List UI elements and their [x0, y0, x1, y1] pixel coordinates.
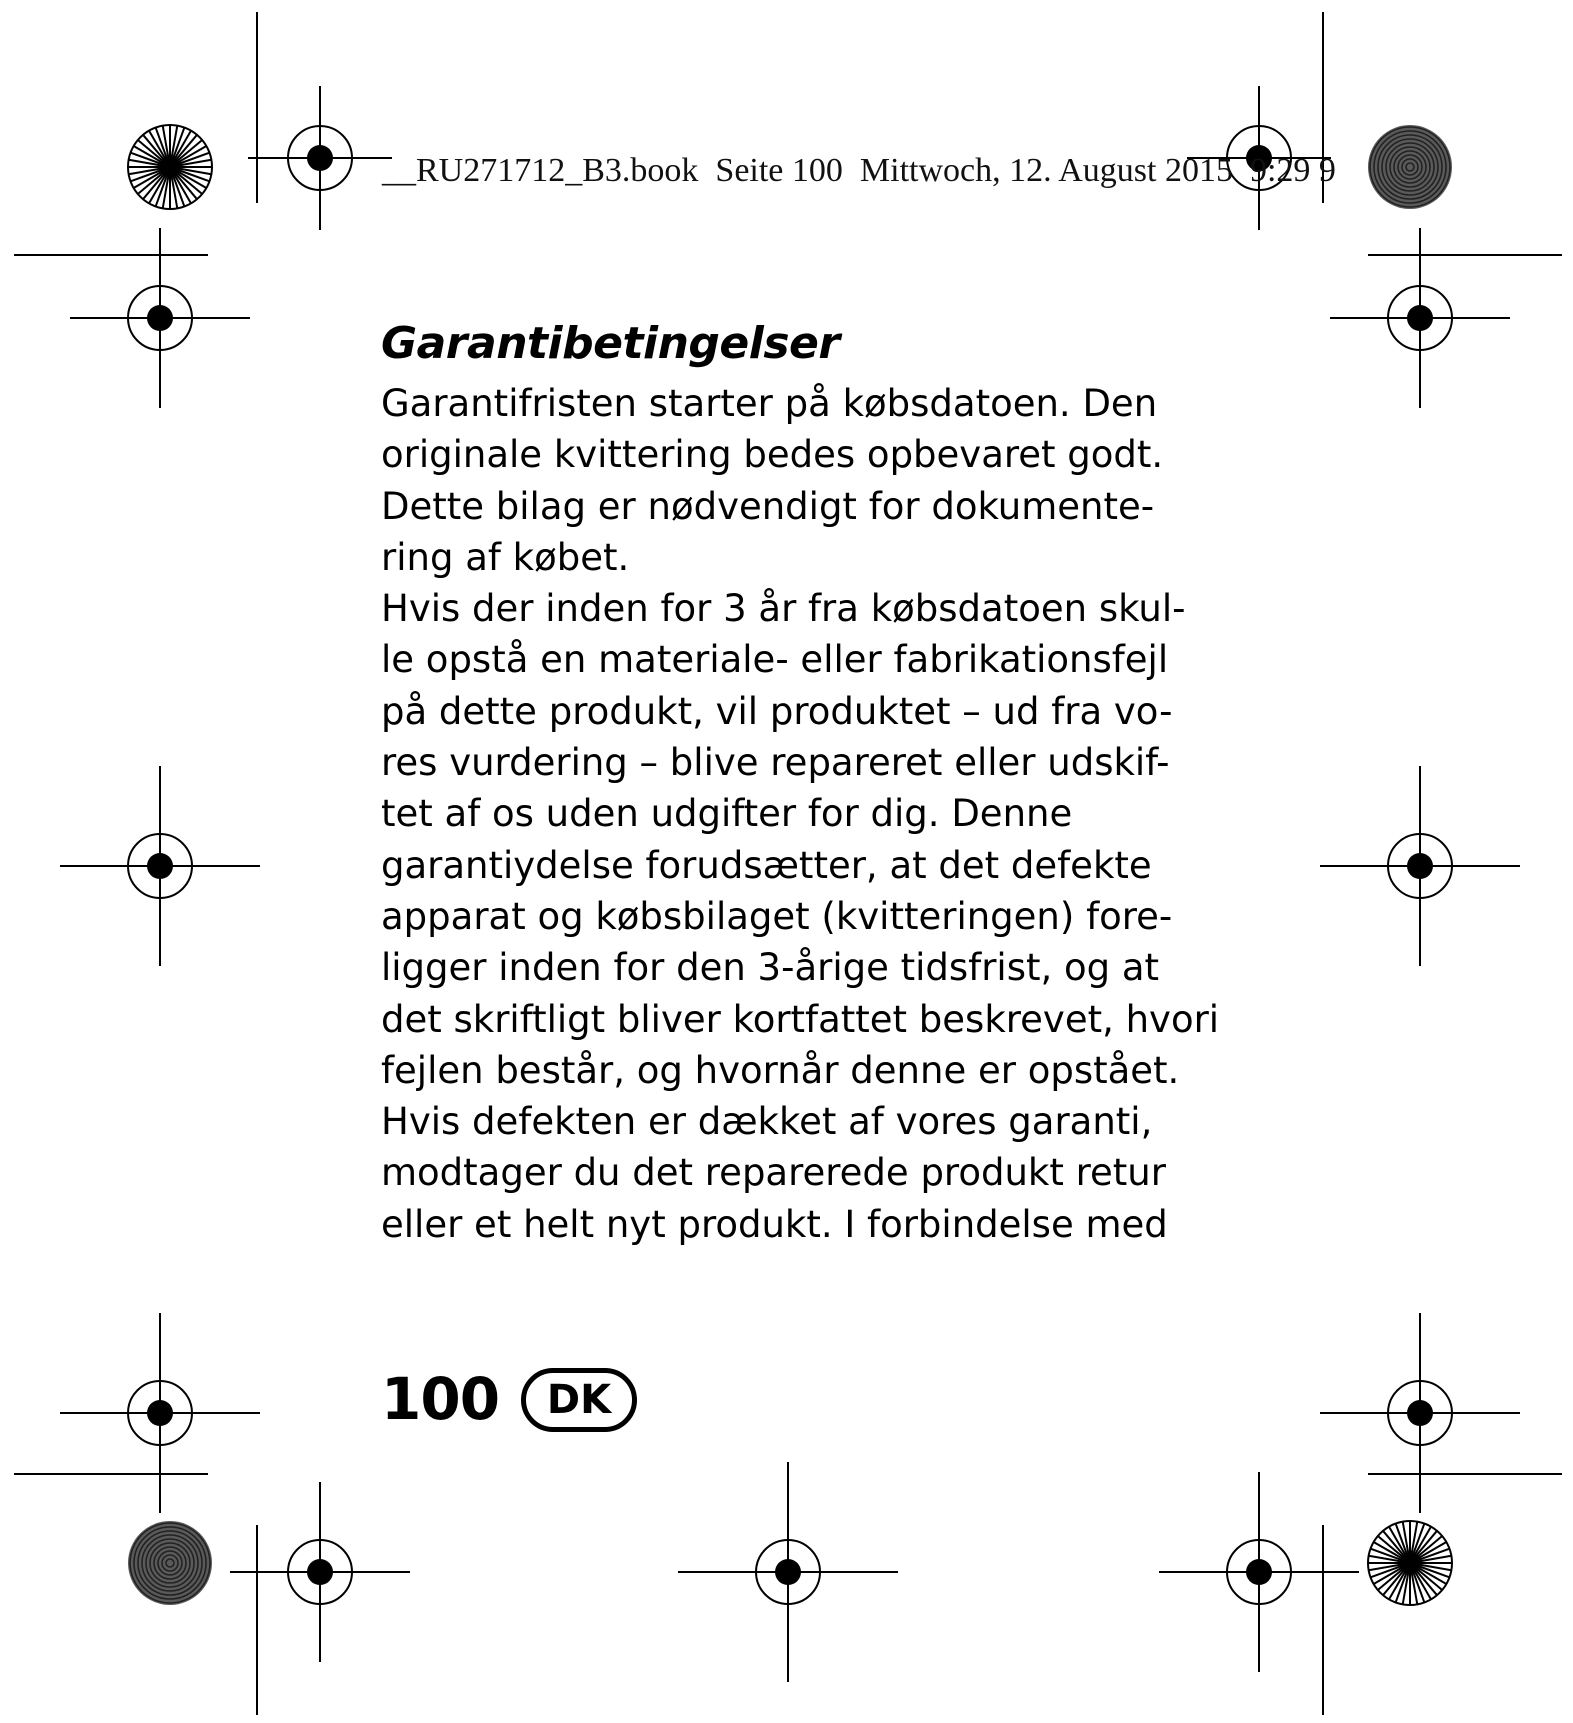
body-line: tet af os uden udgifter for dig. Denne [381, 792, 1073, 836]
language-badge [521, 1368, 637, 1432]
registration-dot-icon [1407, 853, 1433, 879]
body-line: modtager du det reparerede produkt retur [381, 1151, 1166, 1195]
color-bar-ring-icon [128, 1521, 212, 1605]
body-line: Dette bilag er nødvendigt for dokumente- [381, 484, 1155, 528]
page-number: 100 [381, 1365, 500, 1433]
registration-dot-icon [1246, 1559, 1272, 1585]
body-line: originale kvittering bedes opbevaret godt. [381, 433, 1164, 477]
body-line: Hvis defekten er dækket af vores garanti, [381, 1100, 1153, 1144]
body-line: le opstå en materiale- eller fabrikationsfejl [381, 638, 1169, 682]
registration-dot-icon [1407, 1400, 1433, 1426]
body-line: Garantifristen starter på købsdatoen. Den [381, 382, 1158, 425]
print-slug-line: __RU271712_B3.book Seite 100 Mittwoch, 12. August 2015 9:29 9 [382, 152, 1336, 189]
body-line: eller et helt nyt produkt. I forbindelse med [381, 1202, 1168, 1246]
registration-dot-icon [307, 145, 333, 171]
registration-dot-icon [307, 1559, 333, 1585]
registration-dot-icon [1407, 305, 1433, 331]
body-line: Hvis der inden for 3 år fra købsdatoen skul- [381, 587, 1186, 631]
registration-dot-icon [147, 853, 173, 879]
section-title: Garantibetingelser [381, 318, 840, 369]
registration-dot-icon [147, 305, 173, 331]
registration-dot-icon [147, 1400, 173, 1426]
registration-dot-icon [775, 1559, 801, 1585]
color-bar-star-icon [1368, 1521, 1452, 1605]
body-line: fejlen består, og hvornår denne er opstået. [381, 1048, 1180, 1092]
body-line: ligger inden for den 3-årige tidsfrist, og at [381, 946, 1160, 990]
color-bar-star-icon [128, 125, 212, 209]
body-line: på dette produkt, vil produktet – ud fra vo- [381, 689, 1173, 733]
color-bar-ring-icon [1368, 125, 1452, 209]
section-body [381, 378, 1220, 1250]
body-line: det skriftligt bliver kortfattet beskrevet, hvori [381, 997, 1220, 1041]
body-line: res vurdering – blive repareret eller udskif- [381, 741, 1170, 785]
body-line: garantiydelse forudsætter, at det defekte [381, 843, 1152, 887]
body-line: apparat og købsbilaget (kvitteringen) fore- [381, 894, 1173, 938]
language-code: DK [546, 1377, 612, 1423]
body-line: ring af købet. [381, 535, 630, 579]
